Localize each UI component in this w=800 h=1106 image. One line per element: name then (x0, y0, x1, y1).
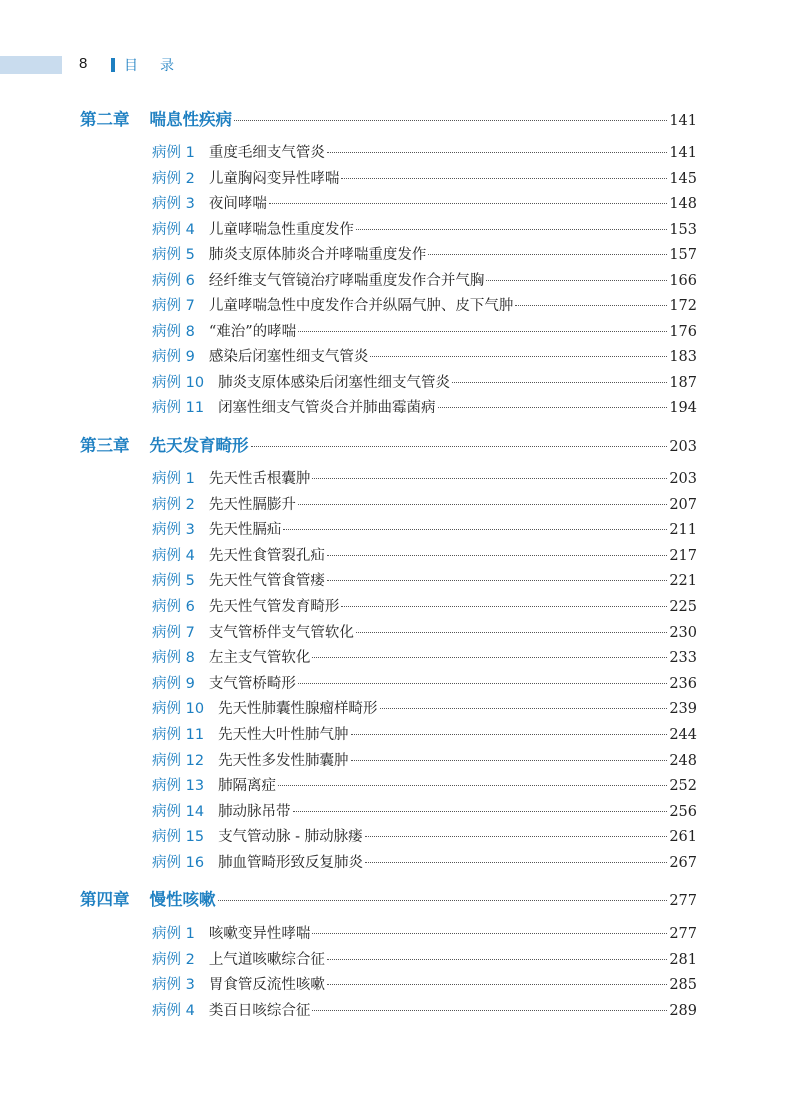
dot-leader (356, 229, 667, 230)
case-title: 先天性气管食管瘘 (208, 573, 325, 590)
dot-leader (351, 760, 668, 761)
chapter-label: 第四章 (80, 890, 130, 909)
toc-case-entry[interactable] (152, 243, 697, 267)
toc-case-entry[interactable] (152, 269, 697, 293)
toc-chapter-entry[interactable] (80, 888, 697, 912)
case-title: 先天性膈膨升 (208, 496, 296, 513)
case-title: 感染后闭塞性细支气管炎 (208, 349, 369, 365)
running-header-title: 目录 (124, 57, 196, 73)
toc-case-entry[interactable] (152, 371, 697, 395)
page-number: 8 (79, 55, 88, 72)
case-label: 病例 7 (152, 624, 195, 641)
toc-case-entry[interactable] (152, 697, 697, 721)
chapter-title: 慢性咳嗽 (149, 890, 216, 909)
toc-case-entry[interactable] (152, 723, 697, 747)
dot-leader (312, 933, 667, 934)
dot-leader (218, 900, 668, 901)
case-label: 病例 13 (152, 778, 205, 795)
case-page-number: 183 (669, 349, 697, 365)
case-title: 肺炎支原体肺炎合并哮喘重度发作 (208, 247, 427, 263)
case-title: 左主支气管软化 (208, 650, 311, 667)
toc-case-entry[interactable] (152, 493, 697, 517)
case-page-number: 203 (669, 471, 697, 487)
dot-leader (251, 446, 668, 447)
case-label: 病例 15 (152, 829, 205, 846)
dot-leader (327, 555, 667, 556)
case-title: 肺炎支原体感染后闭塞性细支气管炎 (218, 374, 451, 391)
dot-leader (327, 984, 667, 985)
dot-leader (438, 407, 668, 408)
case-title: 肺动脉吊带 (218, 803, 291, 820)
case-page-number: 157 (669, 247, 697, 263)
case-page-number: 148 (669, 196, 697, 212)
toc-case-entry[interactable] (152, 672, 697, 696)
case-title: 儿童胸闷变异性哮喘 (208, 170, 340, 187)
case-title: 咳嗽变异性哮喘 (208, 926, 311, 942)
case-label: 病例 11 (152, 727, 205, 743)
toc-case-entry[interactable] (152, 999, 697, 1023)
dot-leader (428, 254, 667, 255)
case-title: 肺隔离症 (218, 778, 277, 795)
dot-leader (452, 382, 667, 383)
case-page-number: 176 (669, 323, 697, 340)
toc-case-entry[interactable] (152, 948, 697, 972)
dot-leader (283, 529, 667, 530)
toc-chapter-entry[interactable] (80, 108, 697, 132)
case-page-number: 207 (669, 496, 697, 513)
dot-leader (380, 708, 668, 709)
dot-leader (370, 356, 667, 357)
dot-leader (234, 120, 667, 121)
case-page-number: 248 (669, 752, 697, 769)
chapter-page-number: 277 (669, 893, 697, 909)
case-label: 病例 1 (152, 145, 195, 161)
case-title: 支气管动脉 - 肺动脉瘘 (218, 829, 363, 846)
case-page-number: 289 (669, 1002, 697, 1019)
chapter-page-number: 203 (669, 439, 697, 455)
case-label: 病例 3 (152, 196, 195, 212)
toc-case-entry[interactable] (152, 141, 697, 165)
case-label: 病例 8 (152, 650, 195, 667)
case-label: 病例 9 (152, 349, 195, 365)
case-label: 病例 4 (152, 1002, 195, 1019)
chapter-page-number: 141 (669, 113, 697, 129)
case-label: 病例 1 (152, 471, 195, 487)
chapter-label: 第三章 (80, 436, 130, 455)
toc-chapter-entry[interactable] (80, 434, 697, 458)
toc-case-entry[interactable] (152, 774, 697, 798)
dot-leader (278, 785, 667, 786)
case-page-number: 252 (669, 778, 697, 795)
toc-case-entry[interactable] (152, 294, 697, 318)
case-title: 先天性食管裂孔疝 (208, 547, 325, 564)
case-label: 病例 7 (152, 298, 195, 314)
case-title: 先天性膈疝 (208, 522, 282, 539)
dot-leader (298, 504, 667, 505)
case-title: 先天性肺囊性腺瘤样畸形 (218, 701, 378, 718)
toc-case-entry[interactable] (152, 218, 697, 242)
dot-leader (351, 734, 668, 735)
toc-case-entry[interactable] (152, 544, 697, 568)
dot-leader (327, 580, 667, 581)
case-page-number: 230 (669, 624, 697, 641)
case-title: 支气管桥伴支气管软化 (208, 624, 354, 641)
case-page-number: 233 (669, 650, 697, 667)
case-page-number: 281 (669, 951, 697, 968)
case-page-number: 225 (669, 599, 697, 615)
dot-leader (269, 203, 667, 204)
case-page-number: 261 (669, 829, 697, 846)
toc-case-entry[interactable] (152, 800, 697, 824)
toc-case-entry[interactable] (152, 518, 697, 542)
toc-case-entry[interactable] (152, 922, 697, 946)
case-label: 病例 1 (152, 926, 195, 942)
case-title: 夜间哮喘 (208, 196, 267, 212)
toc-case-entry[interactable] (152, 646, 697, 670)
case-page-number: 194 (669, 400, 697, 416)
case-page-number: 211 (669, 522, 697, 539)
case-title: 儿童哮喘急性重度发作 (208, 221, 354, 238)
case-label: 病例 12 (152, 752, 205, 769)
toc-case-entry[interactable] (152, 825, 697, 849)
case-label: 病例 5 (152, 247, 195, 263)
case-label: 病例 5 (152, 573, 195, 590)
toc-case-entry[interactable] (152, 167, 697, 191)
case-label: 病例 10 (152, 374, 205, 391)
case-page-number: 187 (669, 374, 697, 391)
case-page-number: 244 (669, 727, 697, 743)
case-page-number: 221 (669, 573, 697, 590)
case-label: 病例 4 (152, 221, 195, 238)
case-label: 病例 2 (152, 496, 195, 513)
case-label: 病例 6 (152, 272, 195, 289)
chapter-title: 喘息性疾病 (149, 110, 232, 129)
chapter-label: 第二章 (80, 110, 130, 129)
case-label: 病例 4 (152, 547, 195, 564)
toc-case-entry[interactable] (152, 320, 697, 344)
case-title: 上气道咳嗽综合征 (208, 951, 325, 968)
case-label: 病例 10 (152, 701, 205, 718)
dot-leader (312, 1010, 667, 1011)
dot-leader (365, 862, 667, 863)
case-title: 先天性大叶性肺气肿 (218, 727, 349, 743)
dot-leader (298, 683, 667, 684)
dot-leader (312, 478, 667, 479)
chapter-title: 先天发育畸形 (149, 436, 249, 455)
dot-leader (341, 178, 667, 179)
case-page-number: 217 (669, 547, 697, 564)
case-label: 病例 6 (152, 599, 195, 615)
case-page-number: 267 (669, 855, 697, 871)
case-label: 病例 3 (152, 522, 195, 539)
dot-leader (298, 331, 667, 332)
dot-leader (327, 152, 667, 153)
toc-case-entry[interactable] (152, 851, 697, 875)
case-label: 病例 16 (152, 855, 205, 871)
toc-case-entry[interactable] (152, 467, 697, 491)
case-label: 病例 2 (152, 170, 195, 187)
case-label: 病例 3 (152, 977, 195, 994)
case-label: 病例 14 (152, 803, 205, 820)
dot-leader (515, 305, 667, 306)
case-page-number: 141 (669, 145, 697, 161)
case-title: 先天性气管发育畸形 (208, 599, 340, 615)
case-title: 先天性多发性肺囊肿 (218, 752, 349, 769)
case-label: 病例 11 (152, 400, 205, 416)
case-label: 病例 9 (152, 675, 195, 692)
dot-leader (365, 836, 668, 837)
dot-leader (356, 632, 667, 633)
toc-case-entry[interactable] (152, 973, 697, 997)
case-title: 肺血管畸形致反复肺炎 (218, 855, 364, 871)
dot-leader (486, 280, 667, 281)
case-page-number: 285 (669, 977, 697, 994)
dot-leader (293, 811, 668, 812)
case-label: 病例 8 (152, 323, 195, 340)
case-page-number: 277 (669, 926, 697, 942)
case-title: 胃食管反流性咳嗽 (208, 977, 325, 994)
case-title: “难治”的哮喘 (208, 323, 297, 340)
case-page-number: 166 (669, 272, 697, 289)
case-page-number: 153 (669, 221, 697, 238)
toc-case-entry[interactable] (152, 345, 697, 369)
case-page-number: 256 (669, 803, 697, 820)
dot-leader (341, 606, 667, 607)
toc-case-entry[interactable] (152, 192, 697, 216)
case-title: 经纤维支气管镜治疗哮喘重度发作合并气胸 (208, 272, 485, 289)
dot-leader (327, 959, 667, 960)
toc-case-entry[interactable] (152, 749, 697, 773)
case-title: 类百日咳综合征 (208, 1002, 311, 1019)
case-page-number: 236 (669, 675, 697, 692)
case-title: 先天性舌根囊肿 (208, 471, 311, 487)
case-page-number: 172 (669, 298, 697, 314)
toc-case-entry[interactable] (152, 569, 697, 593)
toc-case-entry[interactable] (152, 595, 697, 619)
case-title: 重度毛细支气管炎 (208, 145, 325, 161)
toc-case-entry[interactable] (152, 621, 697, 645)
dot-leader (312, 657, 667, 658)
toc-case-entry[interactable] (152, 396, 697, 420)
case-title: 支气管桥畸形 (208, 675, 296, 692)
case-page-number: 239 (669, 701, 697, 718)
case-title: 闭塞性细支气管炎合并肺曲霉菌病 (218, 400, 436, 416)
case-title: 儿童哮喘急性中度发作合并纵隔气肿、皮下气肿 (208, 298, 514, 314)
case-label: 病例 2 (152, 951, 195, 968)
case-page-number: 145 (669, 170, 697, 187)
